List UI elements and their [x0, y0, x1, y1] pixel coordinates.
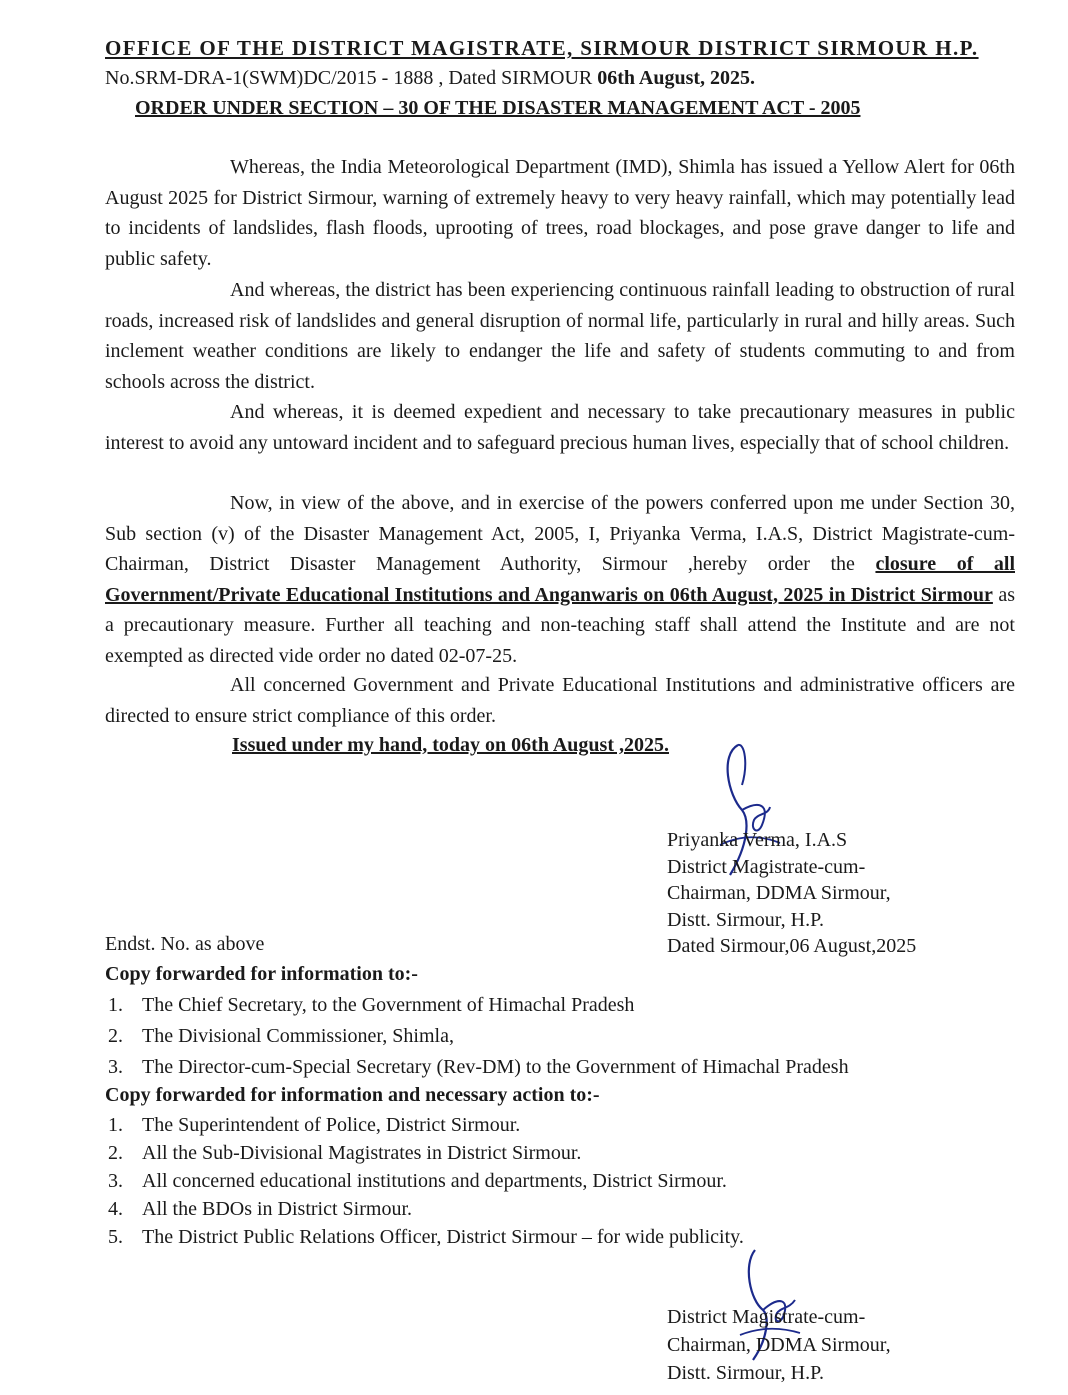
paragraph-5-text: All concerned Government and Private Educational Institutions and administrative officers are directed to ensure strict compliance of this order.	[105, 674, 1015, 727]
reference-number: No.SRM-DRA-1(SWM)DC/2015 - 1888 , Dated SIRMOUR	[105, 67, 598, 89]
copy-info-list	[108, 990, 849, 1083]
signature-2-block	[667, 1303, 891, 1387]
list-item: 4. All the BDOs in District Sirmour.	[108, 1198, 412, 1220]
list-item: 2. All the Sub-Divisional Magistrates in District Sirmour.	[108, 1142, 582, 1164]
paragraph-4	[105, 488, 1015, 671]
copy-action-heading: Copy forwarded for information and necessary action to:-	[105, 1084, 600, 1106]
list-item: 1. The Superintendent of Police, District Sirmour.	[108, 1114, 521, 1136]
list-item: 2. The Divisional Commissioner, Shimla,	[108, 1025, 454, 1047]
signature-1-block	[667, 827, 916, 960]
office-heading: OFFICE OF THE DISTRICT MAGISTRATE, SIRMOUR DISTRICT SIRMOUR H.P.	[105, 36, 979, 60]
signatory-date: Dated Sirmour,06 August,2025	[667, 935, 917, 957]
signatory-place: Distt. Sirmour, H.P.	[667, 908, 825, 931]
order-title: ORDER UNDER SECTION – 30 OF THE DISASTER MANAGEMENT ACT - 2005	[135, 97, 861, 119]
paragraph-3-text: And whereas, it is deemed expedient and necessary to take precautionary measures in public interest to avoid any untoward incident and to safeguard precious human lives, especially that of school children.	[105, 401, 1015, 454]
copy-action-list	[108, 1111, 744, 1251]
copy-info-heading: Copy forwarded for information to:-	[105, 963, 418, 985]
signatory-title-2: Chairman, DDMA Sirmour,	[667, 1334, 891, 1356]
signatory-title-1: District Magistrate-cum-	[667, 855, 866, 878]
list-item: 3. The Director-cum-Special Secretary (Rev-DM) to the Government of Himachal Pradesh	[108, 1056, 849, 1078]
list-item: 1. The Chief Secretary, to the Government of Himachal Pradesh	[108, 994, 635, 1016]
signatory-place: Distt. Sirmour, H.P.	[667, 1362, 825, 1384]
paragraph-2-text: And whereas, the district has been experiencing continuous rainfall leading to obstruction of rural roads, increased risk of landslides and general disruption of normal life, particularly in rural and hilly areas. Such inclement weather conditions are likely to endanger the life and safety of students commuting to and from schools across the district.	[105, 279, 1015, 393]
paragraph-4-text-a: Now, in view of the above, and in exercise of the powers conferred upon me under Section 30, Sub section (v) of the Disaster Management Act, 2005, I, Priyanka Verma, I.A.S, District Magistrate-cum-Chairman, District Disaster Management Authority, Sirmour ,hereby order the	[105, 492, 1015, 575]
endorsement-number: Endst. No. as above	[105, 933, 265, 955]
closure-order-text: closure of all Government/Private Educational Institutions and Anganwaris on 06th August, 2025 in District Sirmour	[105, 553, 1015, 606]
paragraph-3	[105, 397, 1015, 458]
signatory-name: Priyanka Verma, I.A.S	[667, 829, 848, 851]
paragraph-1	[105, 152, 1015, 274]
paragraph-5	[105, 670, 1015, 731]
reference-line	[105, 66, 755, 90]
paragraph-2	[105, 275, 1015, 397]
list-item: 5. The District Public Relations Officer, District Sirmour – for wide publicity.	[108, 1226, 744, 1248]
signatory-title-1: District Magistrate-cum-	[667, 1306, 866, 1328]
paragraph-1-text: Whereas, the India Meteorological Department (IMD), Shimla has issued a Yellow Alert for 06th August 2025 for District Sirmour, warning of extremely heavy to very heavy rainfall, which may potentially lead to incidents of landslides, flash floods, uprooting of trees, road blockages, and pose grave danger to life and public safety.	[105, 156, 1015, 270]
issued-line: Issued under my hand, today on 06th August ,2025.	[232, 734, 669, 756]
paragraph-4-text-c: as a precautionary measure. Further all teaching and non-teaching staff shall attend the Institute and are not exempted as directed vide order no dated 02-07-25.	[105, 583, 1015, 667]
list-item: 3. All concerned educational institutions and departments, District Sirmour.	[108, 1170, 727, 1192]
reference-date: 06th August, 2025.	[597, 67, 756, 89]
signatory-title-2: Chairman, DDMA Sirmour,	[667, 882, 891, 904]
